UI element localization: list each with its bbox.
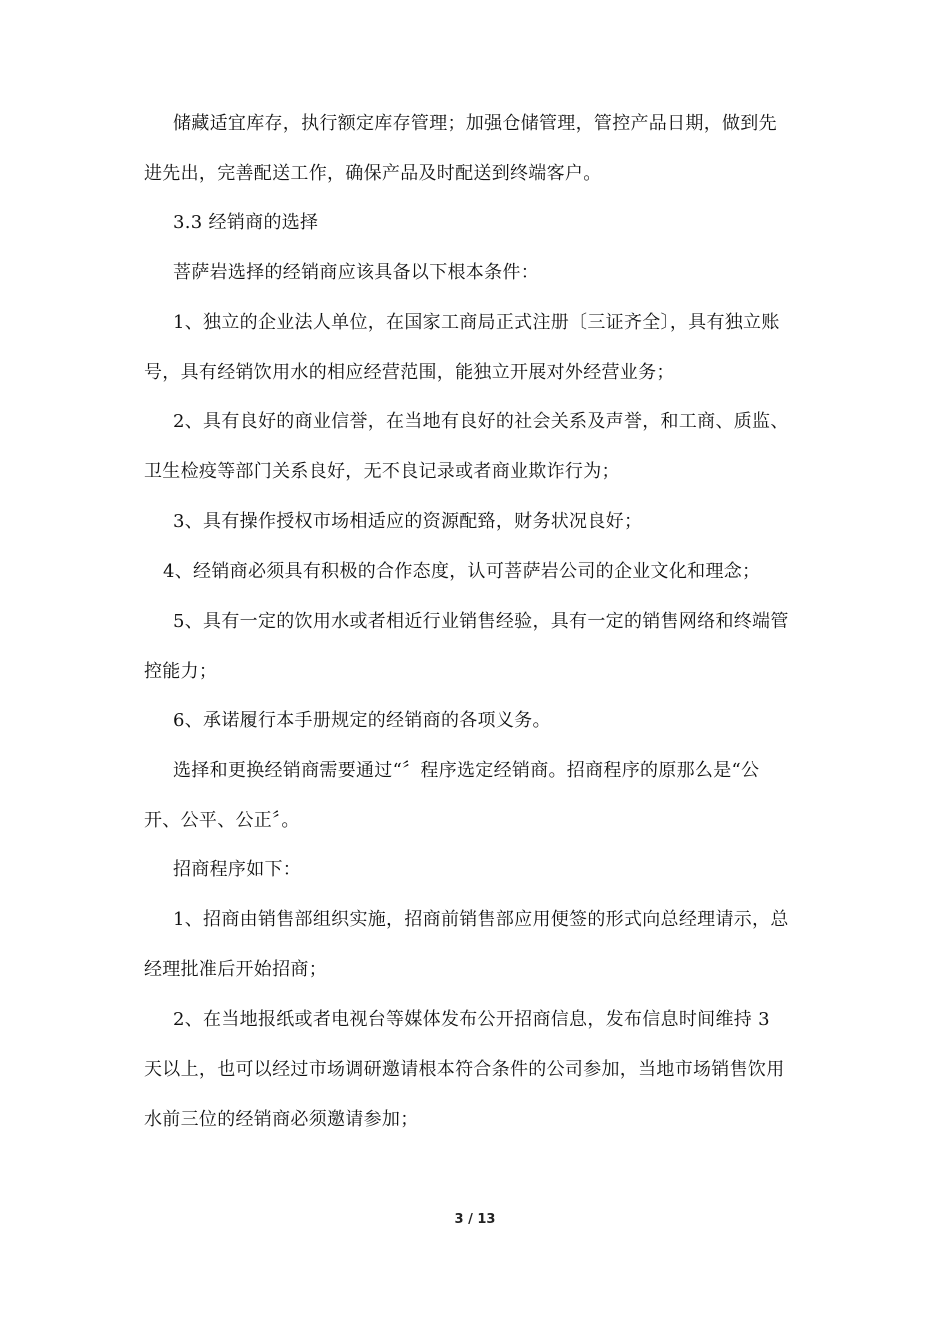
section-heading: 3.3 经销商的选择 (173, 212, 319, 233)
text-line: 3、具有操作授权市场相适应的资源配臵，财务状况良好； (173, 511, 643, 532)
text-line: 5、具有一定的饮用水或者相近行业销售经验，具有一定的销售网络和终端管 (173, 611, 789, 632)
text-line: 1、独立的企业法人单位，在国家工商局正式注册〔三证齐全〕，具有独立账 (173, 312, 780, 333)
text-line: 储藏适宜库存，执行额定库存管理；加强仓储管理，管控产品日期，做到先 (173, 113, 777, 134)
text-line: 进先出，完善配送工作，确保产品及时配送到终端客户。 (144, 163, 602, 184)
text-line: 1、招商由销售部组织实施，招商前销售部应用便签的形式向总经理请示，总 (173, 909, 789, 930)
text-line: 选择和更换经销商需要通过“〞程序选定经销商。招商程序的原那么是“公 (173, 760, 760, 781)
text-line: 开、公平、公正〞。 (144, 810, 300, 831)
text-line: 经理批准后开始招商； (144, 959, 327, 980)
text-line: 水前三位的经销商必须邀请参加； (144, 1109, 419, 1130)
text-line: 天以上，也可以经过市场调研邀请根本符合条件的公司参加，当地市场销售饮用 (144, 1059, 785, 1080)
text-line: 4、经销商必须具有积极的合作态度，认可菩萨岩公司的企业文化和理念； (163, 561, 761, 582)
text-line: 6、承诺履行本手册规定的经销商的各项义务。 (173, 710, 551, 731)
text-line: 2、具有良好的商业信誉，在当地有良好的社会关系及声誉，和工商、质监、 (173, 411, 789, 432)
text-line: 卫生检疫等部门关系良好，无不良记录或者商业欺诈行为； (144, 461, 620, 482)
text-line: 2、在当地报纸或者电视台等媒体发布公开招商信息，发布信息时间维持 3 (173, 1009, 770, 1030)
text-line: 控能力； (144, 661, 218, 682)
text-line: 招商程序如下： (173, 859, 302, 880)
text-line: 菩萨岩选择的经销商应该具备以下根本条件： (173, 262, 539, 283)
text-line: 号，具有经销饮用水的相应经营范围，能独立开展对外经营业务； (144, 362, 675, 383)
page-number: 3 / 13 (454, 1212, 496, 1227)
